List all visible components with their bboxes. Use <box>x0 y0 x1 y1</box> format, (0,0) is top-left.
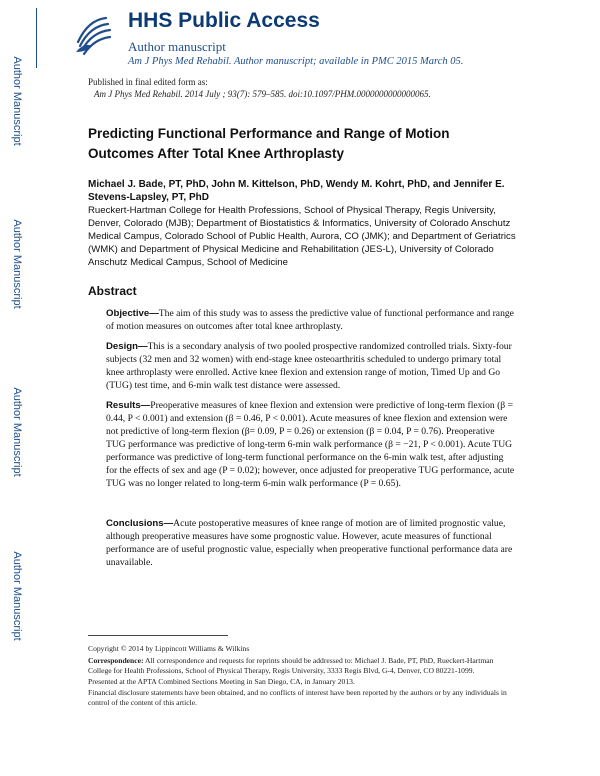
abstract-conclusions <box>106 517 516 569</box>
footnote-rule <box>88 635 228 636</box>
repository-title: HHS Public Access <box>128 9 320 32</box>
sidebar-label-4: Author Manuscript <box>11 551 23 641</box>
sidebar-label-1: Author Manuscript <box>11 56 23 146</box>
abstract-results <box>106 399 516 490</box>
correspondence-note <box>88 656 518 676</box>
article-title: Predicting Functional Performance and Range of Motion Outcomes After Total Knee Arthroplasty <box>88 126 450 161</box>
published-info <box>88 76 431 100</box>
published-line-1: Published in final edited form as: <box>88 77 208 87</box>
conclusions-label: Conclusions— <box>106 518 174 529</box>
presented-note: Presented at the APTA Combined Sections Meeting in San Diego, CA, in January 2013. <box>88 677 355 686</box>
sidebar-label-2: Author Manuscript <box>11 219 23 309</box>
sidebar-label-3: Author Manuscript <box>11 387 23 477</box>
abstract-heading: Abstract <box>88 284 137 298</box>
disclosure-note: Financial disclosure statements have been obtained, and no conflicts of interest have been reported by the authors or by any individuals in control of the content of this article. <box>88 688 507 707</box>
copyright-note: Copyright © 2014 by Lippincott Williams & Wilkins <box>88 644 250 653</box>
pmc-citation: Am J Phys Med Rehabil. Author manuscript; available in PMC 2015 March 05. <box>128 56 464 67</box>
results-text: Preoperative measures of knee flexion and extension were predictive of long-term flexion (β = 0.44, P < 0.001) and extension (β = 0.46, P < 0.001). Acute measures of knee flexion and extension were not predictive of long-term flexion (β= 0.09, P = 0.26) or extension (β = 0.04, P = 0.76). Preoperative TUG performance was predictive of long-term 6-min walk performance (β = −21, P < 0.001). Acute TUG performance was predictive of long-term functional performance on the 6-min walk test, after adjusting for the effects of sex and age (P = 0.02); however, once adjusted for preoperative TUG performance, acute TUG was no longer related to long-term 6-min walk performance (P = 0.65). <box>106 400 515 489</box>
abstract-objective <box>106 307 516 333</box>
manuscript-label: Author manuscript <box>128 39 226 54</box>
affiliations: Rueckert-Hartman College for Health Professions, School of Physical Therapy, Regis University, Denver, Colorado (MJB); Department of Biostatistics & Informatics, University of Colorado Anschutz Medical Campus, Colorado School of Public Health, Aurora, CO (JMK); and Department of Geriatrics (WMK) and Department of Physical Medicine and Rehabilitation (JES-L), University of Colorado Anschutz Medical Campus, School of Medicine <box>88 205 516 268</box>
objective-label: Objective— <box>106 308 159 319</box>
abstract-design <box>106 340 516 392</box>
design-label: Design— <box>106 341 148 352</box>
header-divider <box>36 8 37 68</box>
author-list: Michael J. Bade, PT, PhD, John M. Kittelson, PhD, Wendy M. Kohrt, PhD, and Jennifer E. Stevens-Lapsley, PT, PhD <box>88 179 505 203</box>
left-sidebar <box>0 0 34 776</box>
hhs-eagle-logo-icon <box>70 12 116 58</box>
correspondence-text: All correspondence and requests for reprints should be addressed to: Michael J. Bade, PT, PhD, Rueckert-Hartman College for Health Professions, School of Physical Therapy, Regis University, 3333 Regis Blvd, G-4, Denver, CO 80221-1099. <box>88 656 494 675</box>
results-label: Results— <box>106 400 151 411</box>
correspondence-label: Correspondence: <box>88 656 144 665</box>
published-line-2: Am J Phys Med Rehabil. 2014 July ; 93(7): 579–585. doi:10.1097/PHM.0000000000000065. <box>94 89 431 99</box>
objective-text: The aim of this study was to assess the predictive value of functional performance and range of motion measures on outcomes after total knee arthroplasty. <box>106 308 514 332</box>
conclusions-text: Acute postoperative measures of knee range of motion are of limited prognostic value, although preoperative measures have some prognostic value. However, acute measures of functional performance are of useful prognostic value, especially when preoperative functional performance data are unavailable. <box>106 518 513 568</box>
design-text: This is a secondary analysis of two pooled prospective randomized controlled trials. Sixty-four subjects (32 men and 32 women) with end-stage knee osteoarthritis scheduled to undergo primary total knee arthroplasty were enrolled. Active knee flexion and extension range of motion, Timed Up and Go (TUG) test time, and 6-min walk test distance were assessed. <box>106 341 512 391</box>
